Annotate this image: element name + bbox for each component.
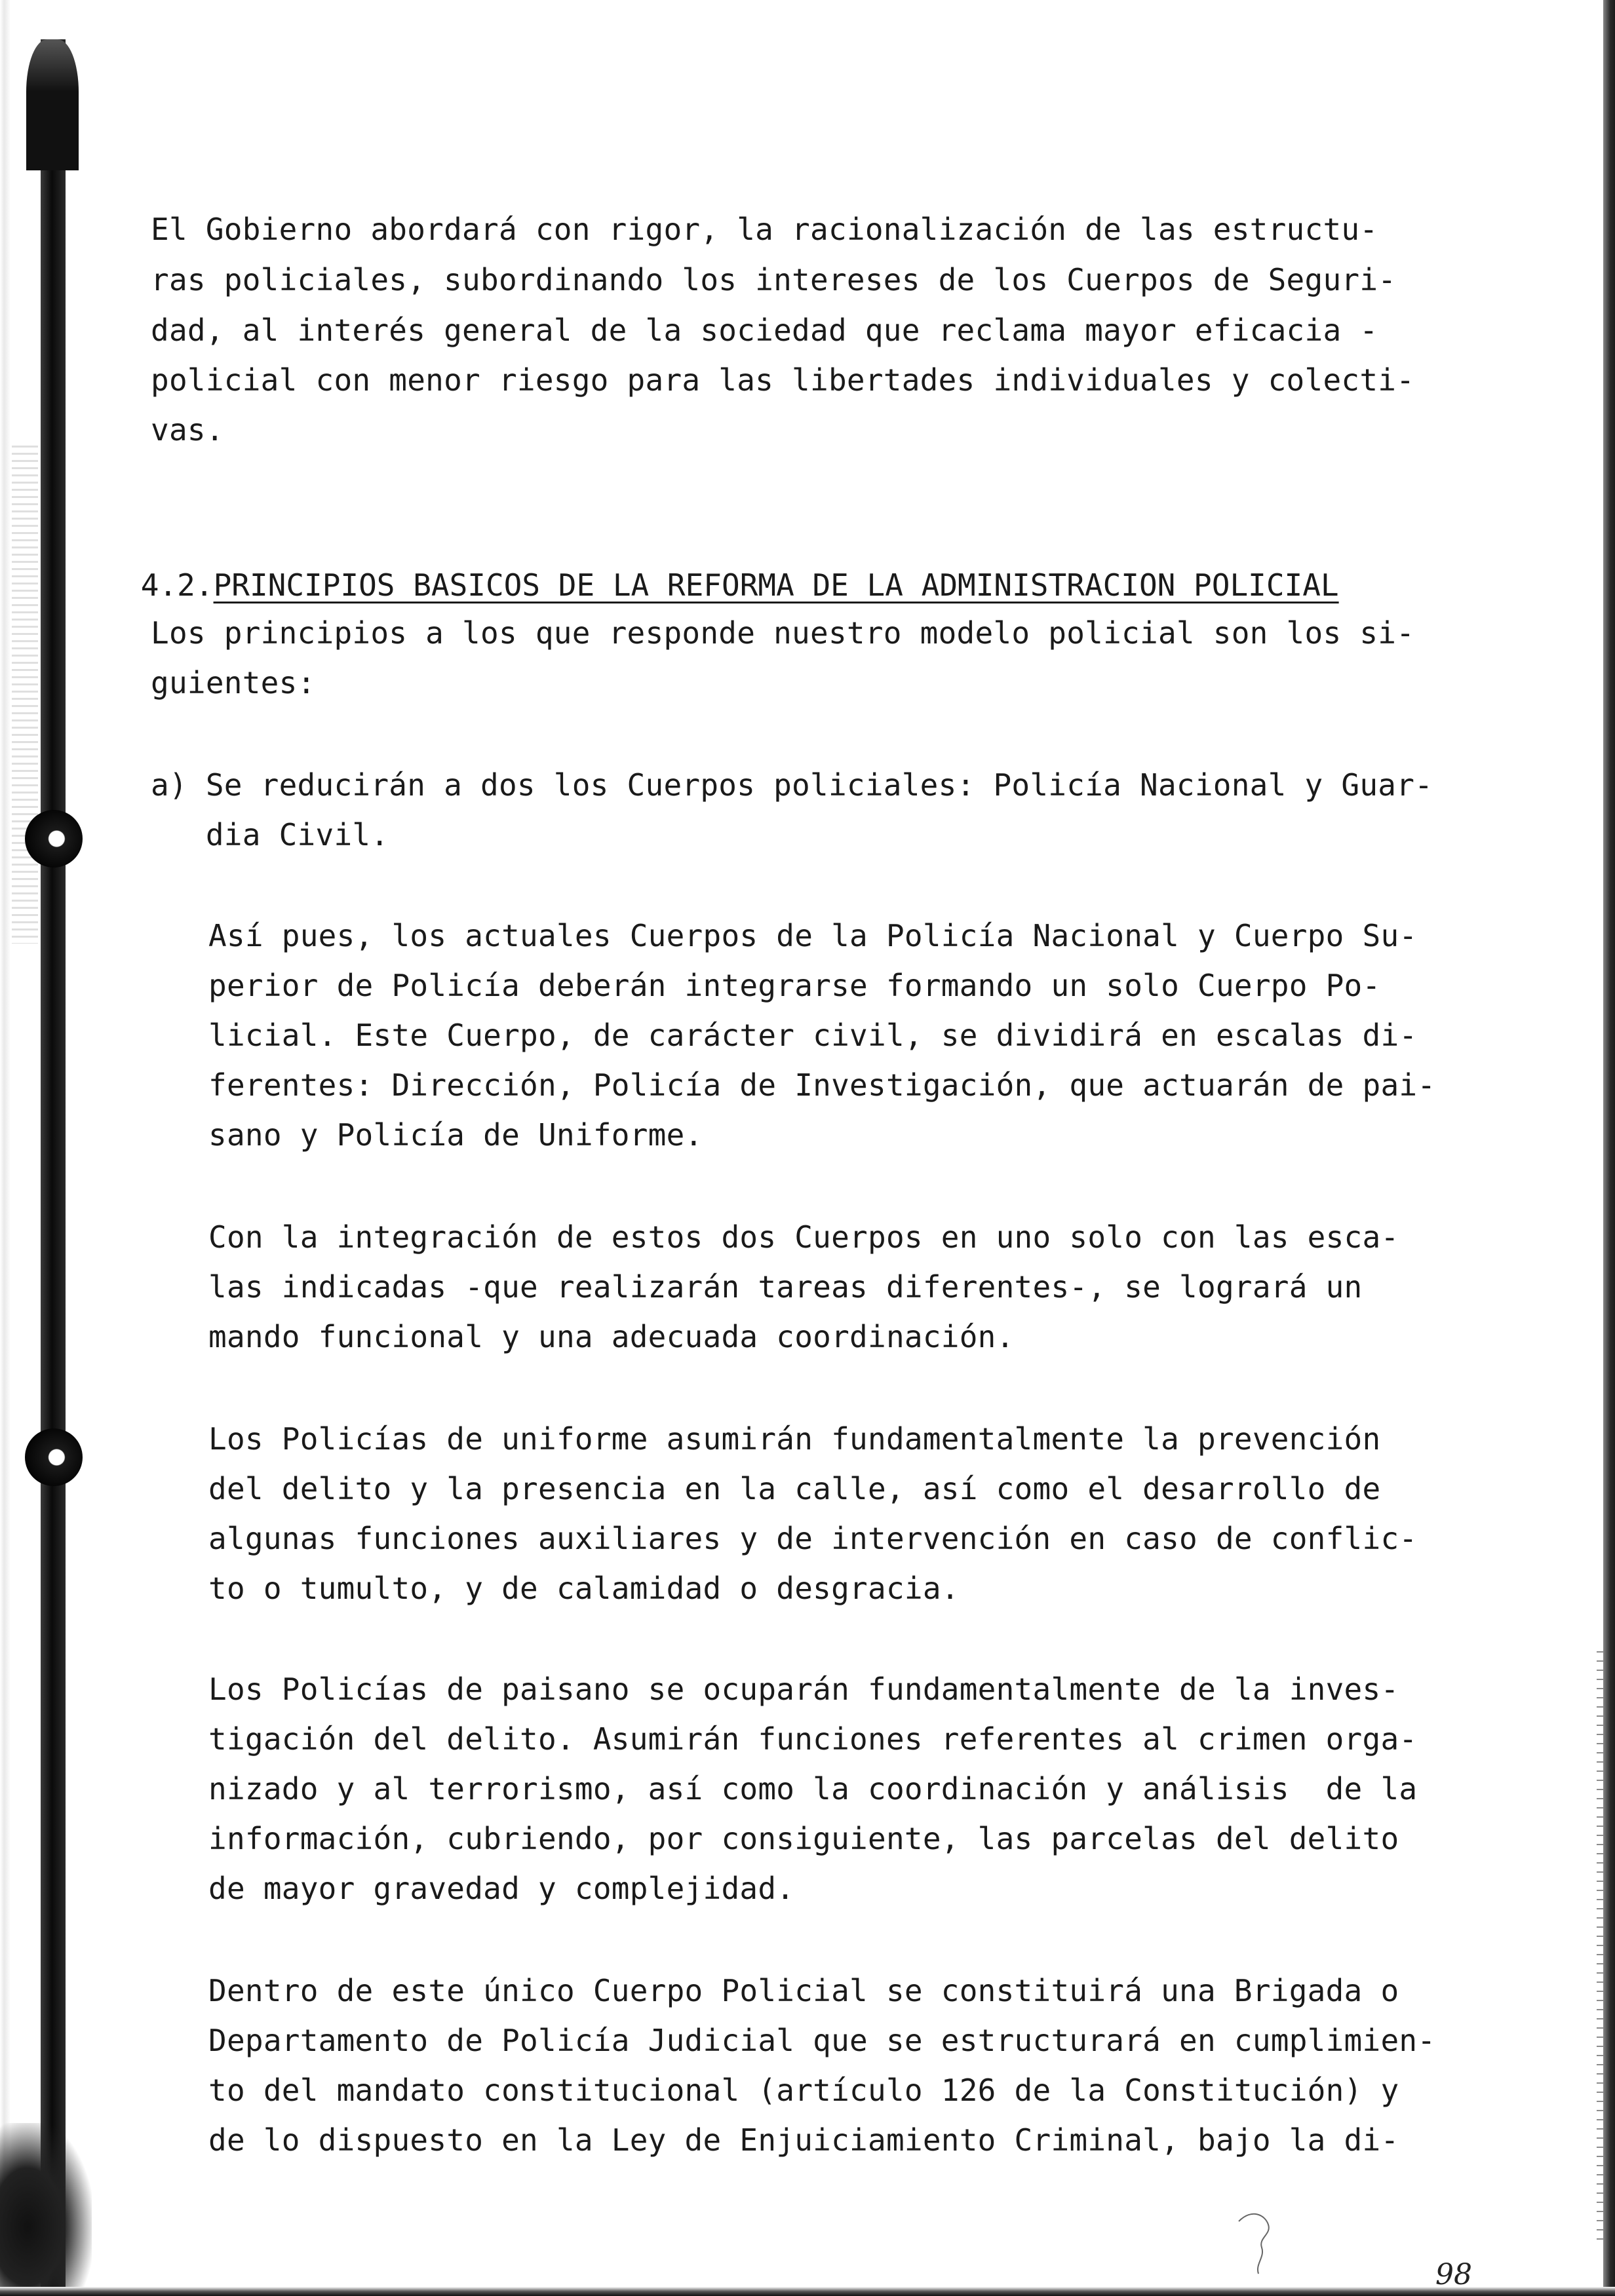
paragraph-line: licial. Este Cuerpo, de carácter civil, se dividirá en escalas di-: [208, 1018, 1418, 1053]
paragraph-line: nizado y al terrorismo, así como la coordinación y análisis de la: [208, 1771, 1418, 1807]
paragraph-line: Los Policías de uniforme asumirán fundamentalmente la prevención: [208, 1421, 1381, 1457]
punch-hole-upper: [25, 810, 83, 868]
section-title: PRINCIPIOS BASICOS DE LA REFORMA DE LA ADMINISTRACION POLICIAL: [213, 567, 1339, 603]
paragraph-line: información, cubriendo, por consiguiente, las parcelas del delito: [208, 1821, 1399, 1856]
principles-intro-line: guientes:: [151, 665, 316, 700]
binding-edge: [0, 0, 10, 2296]
paragraph-line: de mayor gravedad y complejidad.: [208, 1871, 795, 1906]
intro-line: vas.: [151, 412, 224, 448]
paragraph-line: algunas funciones auxiliares y de intervención en caso de conflic-: [208, 1521, 1418, 1556]
paragraph-line: Así pues, los actuales Cuerpos de la Policía Nacional y Cuerpo Su-: [208, 918, 1418, 953]
page-number: 98: [1435, 2258, 1472, 2291]
intro-line: dad, al interés general de la sociedad que reclama mayor eficacia -: [151, 313, 1378, 348]
right-page-edge: [1603, 0, 1615, 2296]
section-heading: [68, 510, 1339, 603]
paragraph-line: Dentro de este único Cuerpo Policial se constituirá una Brigada o: [208, 1973, 1399, 2008]
paragraph-line: de lo dispuesto en la Ley de Enjuiciamiento Criminal, bajo la di-: [208, 2122, 1399, 2158]
binder-spine-shadow: [41, 39, 66, 2296]
principles-intro-line: Los principios a los que responde nuestro modelo policial son los si-: [151, 615, 1415, 651]
paragraph-line: del delito y la presencia en la calle, así como el desarrollo de: [208, 1471, 1381, 1506]
paragraph-line: sano y Policía de Uniforme.: [208, 1117, 703, 1153]
paragraph-line: las indicadas -que realizarán tareas diferentes-, se logrará un: [208, 1269, 1363, 1305]
paragraph-line: Departamento de Policía Judicial que se estructurará en cumplimien-: [208, 2023, 1436, 2058]
bottom-page-edge: [0, 2287, 1615, 2296]
punch-hole-lower: [25, 1428, 83, 1486]
bottom-left-smudge: [0, 2123, 92, 2296]
paragraph-line: Los Policías de paisano se ocuparán fundamentalmente de la inves-: [208, 1672, 1399, 1707]
intro-line: ras policiales, subordinando los intereses de los Cuerpos de Seguri-: [151, 262, 1397, 297]
list-item-line: dia Civil.: [151, 817, 389, 852]
paragraph-line: to o tumulto, y de calamidad o desgracia.: [208, 1571, 960, 1606]
binder-spine-top: [26, 39, 79, 170]
right-edge-shading: [1597, 1651, 1603, 2241]
paragraph-line: to del mandato constitucional (artículo 126 de la Constitución) y: [208, 2073, 1399, 2108]
list-item-line: a) Se reducirán a dos los Cuerpos policiales: Policía Nacional y Guar-: [151, 767, 1433, 803]
paragraph-line: tigación del delito. Asumirán funciones referentes al crimen orga-: [208, 1721, 1418, 1757]
intro-line: policial con menor riesgo para las libertades individuales y colecti-: [151, 362, 1415, 398]
paragraph-line: Con la integración de estos dos Cuerpos en uno solo con las esca-: [208, 1219, 1399, 1255]
paragraph-line: ferentes: Dirección, Policía de Investigación, que actuarán de pai-: [208, 1067, 1436, 1103]
paragraph-line: mando funcional y una adecuada coordinación.: [208, 1319, 1015, 1354]
intro-line: El Gobierno abordará con rigor, la racionalización de las estructu-: [151, 212, 1378, 247]
paragraph-line: perior de Policía deberán integrarse formando un solo Cuerpo Po-: [208, 968, 1381, 1003]
pencil-mark: [1232, 2208, 1285, 2287]
section-number: 4.2.: [140, 567, 214, 603]
scan-noise: [12, 446, 38, 944]
